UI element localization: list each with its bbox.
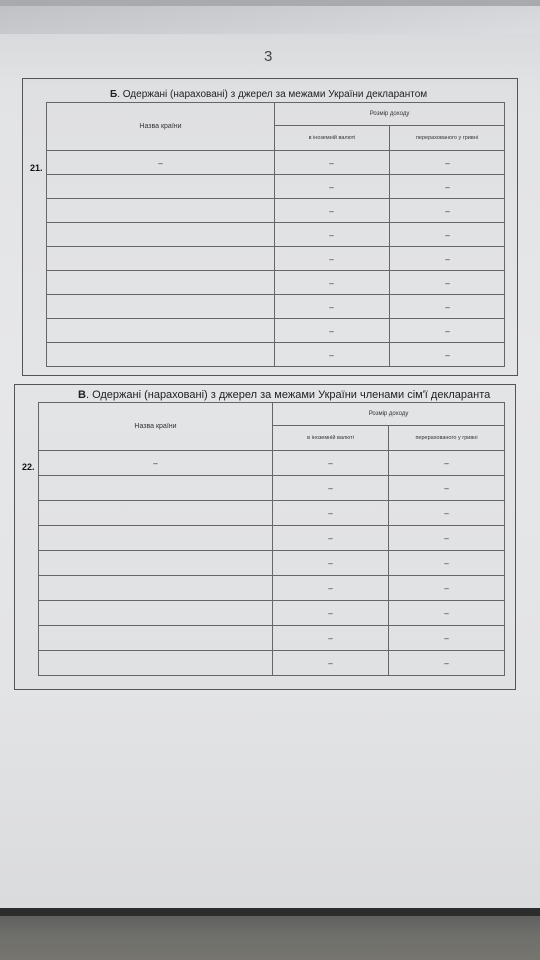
cell-country bbox=[47, 271, 275, 295]
cell-converted bbox=[389, 551, 505, 576]
cell-converted bbox=[389, 601, 505, 626]
cell-country bbox=[47, 295, 275, 319]
table-row bbox=[39, 651, 505, 676]
section-b-title bbox=[110, 89, 427, 100]
cell-foreign bbox=[273, 601, 389, 626]
section-c-title bbox=[78, 389, 490, 401]
table-row bbox=[39, 451, 505, 476]
cell-converted-value: – bbox=[444, 229, 450, 240]
cell-foreign-value: – bbox=[328, 658, 333, 668]
table-row bbox=[39, 626, 505, 651]
cell-foreign bbox=[275, 223, 390, 247]
cell-converted bbox=[389, 451, 505, 476]
cell-converted bbox=[390, 295, 505, 319]
cell-foreign-value: – bbox=[328, 458, 333, 468]
table-row bbox=[39, 476, 505, 501]
cell-converted-value: – bbox=[444, 608, 449, 618]
cell-converted-value: – bbox=[444, 458, 449, 468]
cell-foreign-value: – bbox=[329, 253, 335, 264]
cell-foreign bbox=[273, 501, 389, 526]
cell-foreign-value: – bbox=[328, 633, 333, 643]
table-row bbox=[39, 501, 505, 526]
header-converted-uah: перерахованого у гривні bbox=[390, 126, 505, 151]
cell-foreign-value: – bbox=[329, 349, 335, 360]
cell-foreign bbox=[275, 343, 390, 367]
cell-foreign bbox=[275, 295, 390, 319]
cell-country bbox=[47, 199, 275, 223]
cell-foreign bbox=[273, 551, 389, 576]
cell-foreign bbox=[275, 151, 390, 175]
cell-converted bbox=[390, 199, 505, 223]
cell-converted-value: – bbox=[444, 253, 450, 264]
cell-converted-value: – bbox=[444, 583, 449, 593]
cell-foreign bbox=[273, 451, 389, 476]
cell-foreign bbox=[275, 247, 390, 271]
cell-foreign bbox=[275, 271, 390, 295]
section-b-title-text: . Одержані (нараховані) з джерел за межами України декларантом bbox=[117, 89, 428, 100]
cell-converted bbox=[389, 501, 505, 526]
cell-country bbox=[47, 343, 275, 367]
header-converted-uah: перерахованого у гривні bbox=[389, 426, 505, 451]
cell-country bbox=[47, 223, 275, 247]
cell-converted-value: – bbox=[444, 558, 449, 568]
cell-country bbox=[39, 576, 273, 601]
cell-foreign bbox=[275, 175, 390, 199]
page-number: 3 bbox=[264, 48, 273, 65]
cell-country bbox=[47, 175, 275, 199]
desk-surface bbox=[0, 908, 540, 960]
cell-converted bbox=[389, 576, 505, 601]
cell-country bbox=[47, 151, 275, 175]
cell-country bbox=[47, 319, 275, 343]
table-row bbox=[47, 199, 505, 223]
section-b-letter: Б bbox=[110, 89, 118, 100]
cell-foreign bbox=[273, 626, 389, 651]
cell-converted-value: – bbox=[444, 181, 450, 192]
table-row bbox=[39, 551, 505, 576]
cell-converted-value: – bbox=[444, 658, 449, 668]
cell-converted bbox=[390, 151, 505, 175]
header-country: Назва країни bbox=[39, 403, 273, 451]
cell-converted bbox=[389, 626, 505, 651]
table-row bbox=[39, 526, 505, 551]
cell-converted bbox=[389, 526, 505, 551]
table-row bbox=[39, 576, 505, 601]
header-foreign-currency: в іноземній валюті bbox=[275, 126, 390, 151]
cell-foreign-value: – bbox=[329, 181, 335, 192]
cell-foreign-value: – bbox=[328, 608, 333, 618]
cell-foreign bbox=[273, 651, 389, 676]
cell-foreign-value: – bbox=[328, 508, 333, 518]
cell-country-value: – bbox=[158, 157, 163, 168]
cell-converted bbox=[390, 247, 505, 271]
cell-converted bbox=[389, 651, 505, 676]
cell-converted bbox=[390, 271, 505, 295]
table-row bbox=[47, 247, 505, 271]
cell-converted bbox=[389, 476, 505, 501]
cell-foreign-value: – bbox=[329, 229, 335, 240]
table-header-row bbox=[47, 103, 505, 126]
table-row bbox=[47, 343, 505, 367]
cell-converted-value: – bbox=[444, 277, 450, 288]
cell-foreign bbox=[273, 576, 389, 601]
section-c-title-text: . Одержані (нараховані) з джерел за межами України членами сім'ї декларанта bbox=[85, 389, 491, 401]
cell-foreign bbox=[275, 199, 390, 223]
cell-foreign-value: – bbox=[329, 277, 335, 288]
cell-foreign-value: – bbox=[328, 483, 333, 493]
section-c-row-number: 22. bbox=[22, 462, 35, 472]
header-income-size: Розмір доходу bbox=[275, 103, 505, 126]
table-row bbox=[47, 319, 505, 343]
cell-country bbox=[39, 501, 273, 526]
cell-country-value: – bbox=[153, 458, 158, 468]
table-row bbox=[47, 295, 505, 319]
cell-foreign-value: – bbox=[329, 325, 335, 336]
table-row bbox=[47, 151, 505, 175]
cell-converted bbox=[390, 175, 505, 199]
cell-converted-value: – bbox=[444, 483, 449, 493]
cell-country bbox=[39, 551, 273, 576]
cell-country bbox=[39, 476, 273, 501]
cell-country bbox=[39, 626, 273, 651]
cell-foreign-value: – bbox=[329, 205, 335, 216]
section-c-letter: В bbox=[78, 389, 86, 401]
header-country: Назва країни bbox=[47, 103, 275, 151]
section-b-table bbox=[46, 102, 505, 367]
cell-converted-value: – bbox=[444, 349, 450, 360]
section-b-row-number: 21. bbox=[30, 163, 43, 173]
cell-converted bbox=[390, 223, 505, 247]
cell-converted-value: – bbox=[444, 325, 450, 336]
table-row bbox=[47, 271, 505, 295]
cell-converted-value: – bbox=[444, 157, 450, 168]
cell-converted-value: – bbox=[444, 508, 449, 518]
cell-foreign-value: – bbox=[328, 583, 333, 593]
cell-converted-value: – bbox=[444, 301, 450, 312]
cell-foreign bbox=[275, 319, 390, 343]
table-row bbox=[47, 175, 505, 199]
cell-converted-value: – bbox=[444, 533, 449, 543]
section-c-table bbox=[38, 402, 505, 676]
table-row bbox=[47, 223, 505, 247]
page-top-shadow bbox=[0, 0, 540, 34]
cell-converted bbox=[390, 319, 505, 343]
cell-foreign-value: – bbox=[328, 558, 333, 568]
cell-country bbox=[47, 247, 275, 271]
header-foreign-currency: в іноземній валюті bbox=[273, 426, 389, 451]
table-header-row bbox=[39, 403, 505, 426]
cell-country bbox=[39, 601, 273, 626]
cell-foreign-value: – bbox=[329, 301, 335, 312]
cell-country bbox=[39, 451, 273, 476]
cell-foreign bbox=[273, 476, 389, 501]
cell-foreign-value: – bbox=[329, 157, 335, 168]
cell-converted bbox=[390, 343, 505, 367]
cell-converted-value: – bbox=[444, 205, 450, 216]
cell-foreign bbox=[273, 526, 389, 551]
table-row bbox=[39, 601, 505, 626]
cell-country bbox=[39, 651, 273, 676]
cell-foreign-value: – bbox=[328, 533, 333, 543]
cell-converted-value: – bbox=[444, 633, 449, 643]
header-income-size: Розмір доходу bbox=[273, 403, 505, 426]
cell-country bbox=[39, 526, 273, 551]
